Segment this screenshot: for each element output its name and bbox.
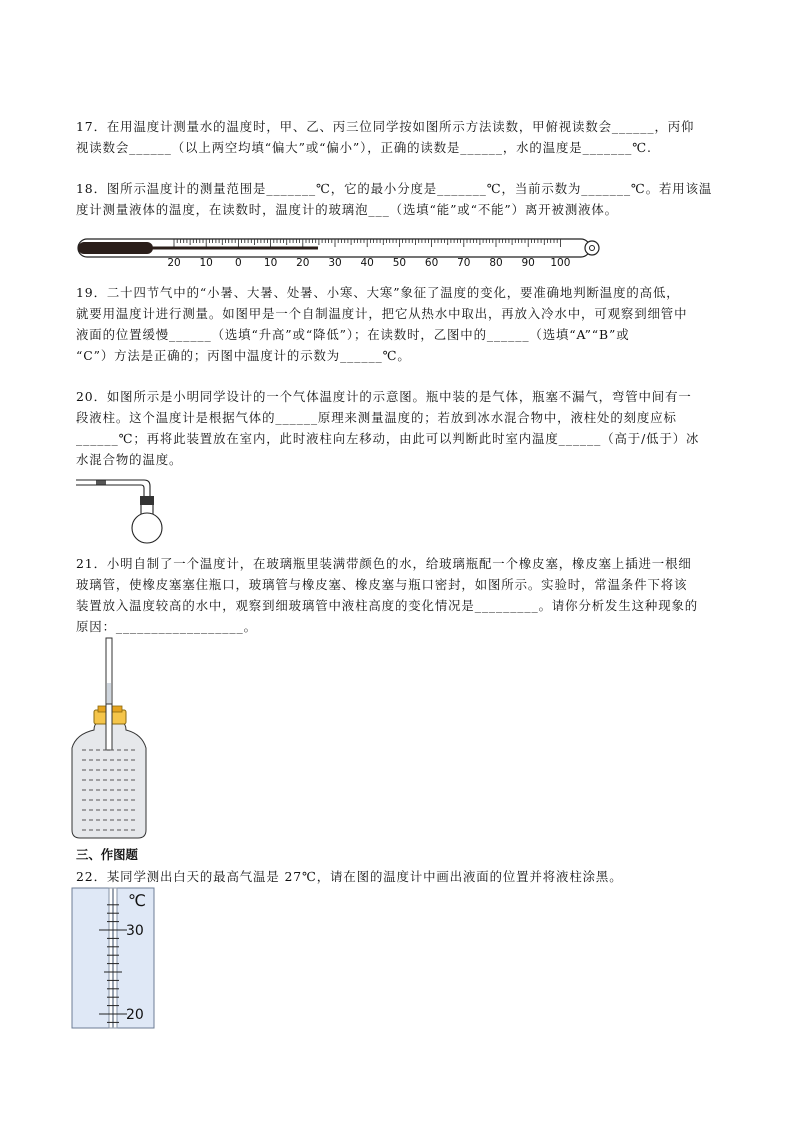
scale-label-5: 30 bbox=[328, 257, 342, 269]
scale-label-3: 10 bbox=[263, 257, 278, 269]
scale-label-7: 50 bbox=[392, 257, 407, 269]
question-20-line-3: ______℃；再将此装置放在室内，此时液柱向左移动，由此可以判断此时室内温度______（高于/低于）冰 bbox=[76, 431, 700, 446]
bottle-stopper bbox=[140, 496, 154, 505]
label-30: 30 bbox=[126, 923, 144, 939]
scale-label-8: 60 bbox=[424, 257, 439, 269]
question-17 bbox=[76, 116, 722, 158]
question-19-line-4: “C”）方法是正确的；丙图中温度计的示数为______℃。 bbox=[76, 348, 411, 363]
question-20-line-4: 水混合物的温度。 bbox=[76, 452, 183, 467]
scale-label-10: 80 bbox=[489, 257, 503, 269]
question-21-line-2: 玻璃管，使橡皮塞塞住瓶口，玻璃管与橡皮塞、橡皮塞与瓶口密封，如图所示。实验时，常温条件下将该 bbox=[76, 577, 688, 592]
question-19-line-1: 19．二十四节气中的“小暑、大暑、处暑、小寒、大寒”象征了温度的变化，要准确地判断温度的高低， bbox=[76, 285, 680, 300]
question-19-line-3: 液面的位置缓慢______（选填“升高”或“降低”）；在读数时，乙图中的______（选填“A”“B”或 bbox=[76, 327, 630, 342]
label-20: 20 bbox=[126, 1007, 144, 1023]
question-21-line-4: 原因：__________________。 bbox=[76, 619, 257, 634]
bent-tube bbox=[76, 480, 150, 496]
question-22 bbox=[76, 866, 722, 887]
thermometer-end-ring-inner bbox=[590, 246, 595, 251]
thermometer-liquid-column bbox=[146, 247, 318, 250]
flask-bulb bbox=[132, 513, 162, 543]
scale-label-12: 100 bbox=[550, 257, 571, 269]
scale-label-6: 40 bbox=[360, 257, 374, 269]
section-heading: 三、作图题 bbox=[76, 847, 138, 862]
question-20 bbox=[76, 386, 722, 470]
scale-label-1: 10 bbox=[199, 257, 213, 269]
gas-thermometer-figure bbox=[74, 474, 174, 546]
horizontal-thermometer-figure bbox=[76, 230, 606, 268]
question-17-line-1: 17．在用温度计测量水的温度时，甲、乙、丙三位同学按如图所示方法读数，甲俯视读数会______，丙仰 bbox=[76, 119, 695, 134]
question-17-line-2: 视读数会______（以上两空均填“偏大”或“偏小”），正确的读数是______，水的温度是_______℃. bbox=[76, 140, 652, 155]
scale-label-9: 70 bbox=[457, 257, 471, 269]
thermometer-scale-labels bbox=[167, 257, 570, 269]
question-18-line-2: 度计测量液体的温度，在读数时，温度计的玻璃泡___（选填“能”或“不能”）离开被测液体。 bbox=[76, 202, 618, 217]
unit-label: ℃ bbox=[128, 891, 146, 910]
question-18-line-1: 18．图所示温度计的测量范围是_______℃，它的最小分度是_______℃，当前示数为_______℃。若用该温 bbox=[76, 181, 713, 196]
scale-label-0: 20 bbox=[167, 257, 181, 269]
question-18 bbox=[76, 178, 722, 220]
question-19-line-2: 就要用温度计进行测量。如图甲是一个自制温度计，把它从热水中取出，再放入冷水中，可观察到细管中 bbox=[76, 306, 688, 321]
liquid-column bbox=[96, 481, 106, 485]
thermometer-bulb bbox=[78, 242, 153, 254]
question-21-line-3: 装置放入温度较高的水中，观察到细玻璃管中液柱高度的变化情况是_________。请你分析发生这种现象的 bbox=[76, 598, 699, 613]
scale-label-11: 90 bbox=[521, 257, 535, 269]
bottle-thermometer-figure bbox=[70, 638, 150, 840]
question-20-line-2: 段液柱。这个温度计是根据气体的______原理来测量温度的；若放到冰水混合物中，液柱处的刻度应标 bbox=[76, 410, 677, 425]
vertical-thermometer-figure bbox=[72, 888, 156, 1030]
question-20-line-1: 20．如图所示是小明同学设计的一个气体温度计的示意图。瓶中装的是气体，瓶塞不漏气，弯管中间有一 bbox=[76, 389, 692, 404]
question-19 bbox=[76, 282, 722, 366]
scale-label-2: 0 bbox=[235, 257, 242, 269]
scale-label-4: 20 bbox=[296, 257, 310, 269]
question-22-line-1: 22．某同学测出白天的最高气温是 27℃，请在图的温度计中画出液面的位置并将液柱涂黑。 bbox=[76, 869, 623, 884]
question-21 bbox=[76, 553, 722, 637]
question-21-line-1: 21．小明自制了一个温度计，在玻璃瓶里装满带颜色的水，给玻璃瓶配一个橡皮塞，橡皮塞上插进一根细 bbox=[76, 556, 692, 571]
